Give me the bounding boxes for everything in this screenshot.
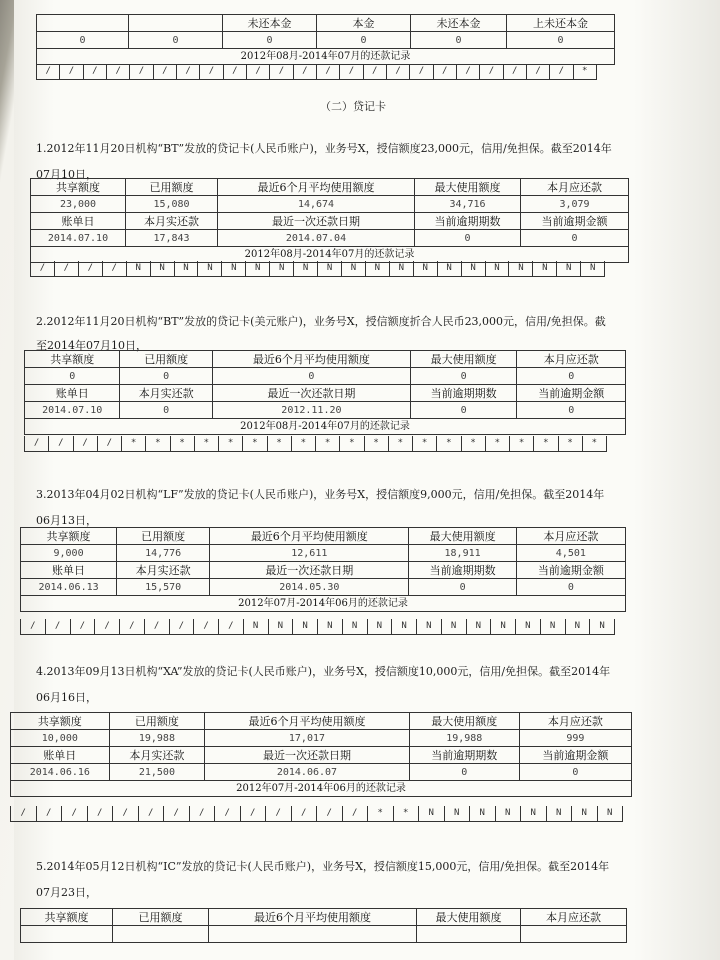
header-cell: 本月应还款 — [516, 528, 625, 545]
repayment-code: N — [318, 261, 342, 276]
value-cell: 2014.06.07 — [205, 764, 410, 781]
header-cell: 当前逾期金额 — [516, 562, 625, 579]
value-cell: 0 — [415, 230, 521, 247]
card5-summary-table — [20, 908, 627, 943]
repayment-code: / — [88, 806, 114, 821]
repayment-code: N — [127, 261, 151, 276]
value-cell: 2014.06.16 — [11, 764, 110, 781]
repayment-code: * — [171, 436, 195, 451]
header-cell: 已用额度 — [120, 351, 212, 368]
repayment-code: / — [71, 619, 96, 634]
value-row-2 — [21, 579, 626, 596]
header-cell: 最大使用额度 — [415, 179, 521, 196]
value-cell: 14,776 — [117, 545, 210, 562]
repayment-codes — [20, 619, 615, 635]
repayment-code: N — [414, 261, 438, 276]
repayment-code: / — [340, 64, 363, 79]
repayment-code: N — [270, 261, 294, 276]
repayment-code: / — [62, 806, 88, 821]
header-cell: 本月实还款 — [109, 747, 205, 764]
repayment-code: / — [120, 619, 145, 634]
repayment-code: N — [462, 261, 486, 276]
repayment-code: N — [521, 806, 547, 821]
card5-header-cell: 最大使用额度 — [417, 909, 521, 926]
repayment-code: / — [317, 806, 343, 821]
repayment-code: * — [316, 436, 340, 451]
header-cell: 最近一次还款日期 — [210, 562, 409, 579]
repayment-code: N — [318, 619, 343, 634]
header-cell: 共享额度 — [11, 713, 110, 730]
value-cell: 0 — [516, 579, 625, 596]
header-cell: 本月实还款 — [120, 385, 212, 402]
repayment-code: N — [470, 806, 496, 821]
repayment-code: / — [550, 64, 573, 79]
repayment-code: / — [527, 64, 550, 79]
repayment-code: * — [559, 436, 583, 451]
repayment-codes — [10, 806, 623, 822]
repayment-code: * — [243, 436, 267, 451]
card5-header-cell: 最近6个月平均使用额度 — [209, 909, 417, 926]
repayment-code: N — [572, 806, 598, 821]
repayment-code: * — [389, 436, 413, 451]
header-cell: 最大使用额度 — [409, 528, 516, 545]
repayment-code: / — [25, 436, 49, 451]
value-cell: 19,988 — [109, 730, 205, 747]
header-cell: 本月应还款 — [519, 713, 631, 730]
repayment-code: * — [219, 436, 243, 451]
header-cell: 最大使用额度 — [409, 713, 519, 730]
value-cell: 0 — [517, 368, 626, 385]
repayment-code: / — [46, 619, 71, 634]
repayment-code: / — [480, 64, 503, 79]
header-cell: 账单日 — [21, 562, 117, 579]
top-header-cell: 未还本金 — [223, 15, 317, 32]
value-row-2 — [11, 764, 632, 781]
repayment-code: / — [98, 436, 122, 451]
top-value-cell: 0 — [37, 32, 129, 49]
header-cell: 账单日 — [31, 213, 126, 230]
value-cell: 15,080 — [126, 196, 218, 213]
top-header-row — [37, 15, 615, 32]
header-cell: 当前逾期金额 — [519, 747, 631, 764]
repayment-code: / — [364, 64, 387, 79]
header-cell: 已用额度 — [109, 713, 205, 730]
repayment-code: / — [504, 64, 527, 79]
header-cell: 最近一次还款日期 — [212, 385, 410, 402]
card-description-line2: 06月16日， — [36, 691, 97, 704]
repayment-code: N — [222, 261, 246, 276]
repayment-code: * — [268, 436, 292, 451]
card-description-line2: 06月13日， — [36, 514, 97, 527]
repayment-code: N — [366, 261, 390, 276]
card-summary-table — [24, 350, 626, 435]
value-row-1 — [25, 368, 626, 385]
repayment-code: / — [55, 261, 79, 276]
section-title: （二）贷记卡 — [320, 100, 386, 113]
value-cell: 23,000 — [31, 196, 126, 213]
value-cell: 0 — [25, 368, 120, 385]
value-cell: 0 — [409, 764, 519, 781]
value-cell: 0 — [409, 579, 516, 596]
value-cell: 9,000 — [21, 545, 117, 562]
repayment-code: N — [175, 261, 199, 276]
value-cell: 18,911 — [409, 545, 516, 562]
card-description-line2: 07月10日， — [36, 168, 97, 181]
repayment-code: / — [154, 64, 177, 79]
repayment-code: / — [224, 64, 247, 79]
repayment-code: / — [266, 806, 292, 821]
header-cell: 最近6个月平均使用额度 — [212, 351, 410, 368]
header-row-2 — [31, 213, 629, 230]
repayment-code: N — [516, 619, 541, 634]
card5-description-line1: 5.2014年05月12日机构“IC”发放的贷记卡(人民币账户)，业务号X，授信额度15,000元，信用/免担保。截至2014年 — [36, 860, 610, 873]
value-cell: 2012.11.20 — [212, 402, 410, 419]
repayment-code: / — [317, 64, 340, 79]
top-header-cell: 未还本金 — [411, 15, 507, 32]
repayment-code: / — [11, 806, 37, 821]
card-summary-table — [10, 712, 632, 797]
repayment-code: / — [37, 806, 63, 821]
header-row-1 — [21, 528, 626, 545]
value-cell: 15,570 — [117, 579, 210, 596]
card5-header-row — [21, 909, 627, 926]
card-summary-table — [20, 527, 626, 612]
repayment-code: N — [547, 806, 573, 821]
repayment-code: / — [60, 64, 83, 79]
repayment-code: * — [510, 436, 534, 451]
repayment-code: N — [294, 261, 318, 276]
repayment-code: / — [113, 806, 139, 821]
value-cell: 19,988 — [409, 730, 519, 747]
card-description-line1: 1.2012年11月20日机构“BT”发放的贷记卡(人民币账户)，业务号X，授信额度23,000元，信用/免担保。截至2014年 — [36, 142, 612, 155]
record-title-row — [11, 781, 632, 797]
header-cell: 最大使用额度 — [410, 351, 517, 368]
repayment-code: N — [151, 261, 175, 276]
record-title-row — [25, 419, 626, 435]
repayment-code: N — [509, 261, 533, 276]
repayment-code: / — [95, 619, 120, 634]
repayment-code: / — [170, 619, 195, 634]
repayment-code: / — [292, 806, 318, 821]
value-row-2 — [25, 402, 626, 419]
value-cell: 2014.07.10 — [31, 230, 126, 247]
repayment-code: N — [244, 619, 269, 634]
repayment-code: / — [215, 806, 241, 821]
top-repayment-codes — [36, 64, 597, 80]
header-cell: 最近一次还款日期 — [218, 213, 415, 230]
repayment-code: / — [107, 64, 130, 79]
repayment-code: / — [130, 64, 153, 79]
header-cell: 最近一次还款日期 — [205, 747, 410, 764]
value-cell: 0 — [120, 402, 212, 419]
top-value-row — [37, 32, 615, 49]
header-cell: 共享额度 — [21, 528, 117, 545]
header-cell: 当前逾期金额 — [517, 385, 626, 402]
repayment-code: / — [241, 806, 267, 821]
repayment-record-title: 2012年07月-2014年06月的还款记录 — [11, 781, 632, 797]
repayment-code: / — [294, 64, 317, 79]
top-value-cell: 0 — [223, 32, 317, 49]
repayment-code: / — [343, 806, 369, 821]
repayment-record-title: 2012年08月-2014年07月的还款记录 — [25, 419, 626, 435]
header-cell: 当前逾期期数 — [415, 213, 521, 230]
repayment-code: * — [365, 436, 389, 451]
repayment-code: N — [445, 806, 471, 821]
value-cell: 999 — [519, 730, 631, 747]
card-description-line1: 4.2013年09月13日机构“XA”发放的贷记卡(人民币账户)，业务号X，授信额度10,000元，信用/免担保。截至2014年 — [36, 665, 611, 678]
repayment-code: * — [195, 436, 219, 451]
repayment-code: / — [194, 619, 219, 634]
header-row-1 — [31, 179, 629, 196]
card5-header-cell: 共享额度 — [21, 909, 113, 926]
repayment-code: / — [31, 261, 55, 276]
repayment-code: / — [247, 64, 270, 79]
repayment-code: N — [293, 619, 318, 634]
top-value-cell: 0 — [507, 32, 615, 49]
repayment-code: * — [437, 436, 461, 451]
value-cell: 17,017 — [205, 730, 410, 747]
header-cell: 本月实还款 — [126, 213, 218, 230]
value-cell: 3,079 — [521, 196, 629, 213]
value-row-1 — [21, 545, 626, 562]
repayment-code: / — [387, 64, 410, 79]
repayment-code: N — [541, 619, 566, 634]
header-cell: 当前逾期期数 — [410, 385, 517, 402]
header-cell: 共享额度 — [25, 351, 120, 368]
card5-description-line2: 07月23日， — [36, 886, 97, 899]
repayment-code: N — [491, 619, 516, 634]
repayment-code: N — [467, 619, 492, 634]
repayment-record-title: 2012年08月-2014年07月的还款记录 — [31, 247, 629, 263]
value-cell: 0 — [410, 368, 517, 385]
top-header-cell — [37, 15, 129, 32]
repayment-code: / — [145, 619, 170, 634]
repayment-code: N — [419, 806, 445, 821]
header-row-2 — [25, 385, 626, 402]
value-cell: 0 — [521, 230, 629, 247]
value-cell: 0 — [517, 402, 626, 419]
repayment-code: * — [340, 436, 364, 451]
repayment-record-title: 2012年07月-2014年06月的还款记录 — [21, 596, 626, 612]
repayment-code: * — [534, 436, 558, 451]
header-cell: 本月应还款 — [521, 179, 629, 196]
repayment-code: N — [246, 261, 270, 276]
value-cell: 12,611 — [210, 545, 409, 562]
header-row-2 — [21, 562, 626, 579]
value-cell: 2014.07.10 — [25, 402, 120, 419]
header-row-1 — [11, 713, 632, 730]
top-header-cell: 本金 — [317, 15, 411, 32]
repayment-code: * — [574, 64, 597, 79]
value-row-1 — [31, 196, 629, 213]
value-cell: 0 — [120, 368, 212, 385]
repayment-code: / — [190, 806, 216, 821]
repayment-code: N — [581, 261, 605, 276]
repayment-code: / — [74, 436, 98, 451]
repayment-code: N — [392, 619, 417, 634]
header-cell: 本月应还款 — [517, 351, 626, 368]
repayment-code: N — [368, 619, 393, 634]
repayment-code: * — [122, 436, 146, 451]
repayment-code: N — [557, 261, 581, 276]
header-row-1 — [25, 351, 626, 368]
repayment-code: / — [21, 619, 46, 634]
record-title-row — [21, 596, 626, 612]
value-row-2 — [31, 230, 629, 247]
repayment-code: / — [270, 64, 293, 79]
repayment-code: / — [103, 261, 127, 276]
repayment-code: / — [37, 64, 60, 79]
repayment-code: / — [79, 261, 103, 276]
card5-header-cell: 本月应还款 — [521, 909, 627, 926]
value-cell: 0 — [410, 402, 517, 419]
header-cell: 已用额度 — [117, 528, 210, 545]
repayment-code: / — [49, 436, 73, 451]
repayment-code: * — [146, 436, 170, 451]
repayment-code: N — [590, 619, 615, 634]
value-row-1 — [11, 730, 632, 747]
top-header-cell — [129, 15, 223, 32]
repayment-code: N — [598, 806, 624, 821]
repayment-codes — [24, 436, 607, 452]
header-cell: 账单日 — [11, 747, 110, 764]
repayment-code: N — [496, 806, 522, 821]
header-row-2 — [11, 747, 632, 764]
header-cell: 当前逾期期数 — [409, 562, 516, 579]
repayment-code: * — [413, 436, 437, 451]
value-cell: 2014.05.30 — [210, 579, 409, 596]
value-cell: 17,843 — [126, 230, 218, 247]
repayment-code: / — [410, 64, 433, 79]
card-summary-table — [30, 178, 629, 263]
top-header-cell: 上未还本金 — [507, 15, 615, 32]
repayment-code: N — [533, 261, 557, 276]
header-cell: 最近6个月平均使用额度 — [210, 528, 409, 545]
repayment-code: * — [462, 436, 486, 451]
repayment-code: N — [438, 261, 462, 276]
card5-header-cell: 已用额度 — [113, 909, 209, 926]
top-value-cell: 0 — [129, 32, 223, 49]
header-cell: 当前逾期期数 — [409, 747, 519, 764]
repayment-code: * — [368, 806, 394, 821]
repayment-code: N — [442, 619, 467, 634]
repayment-code: N — [417, 619, 442, 634]
header-cell: 共享额度 — [31, 179, 126, 196]
header-cell: 已用额度 — [126, 179, 218, 196]
repayment-code: N — [342, 261, 366, 276]
repayment-code: * — [583, 436, 607, 451]
value-cell: 10,000 — [11, 730, 110, 747]
header-cell: 账单日 — [25, 385, 120, 402]
top-table — [36, 14, 615, 65]
repayment-code: / — [177, 64, 200, 79]
value-cell: 34,716 — [415, 196, 521, 213]
repayment-code: / — [434, 64, 457, 79]
card5-value-row — [21, 926, 627, 943]
value-cell: 2014.06.13 — [21, 579, 117, 596]
card-description-line2: 至2014年07月10日， — [36, 339, 147, 352]
repayment-code: N — [343, 619, 368, 634]
repayment-code: / — [457, 64, 480, 79]
header-cell: 最近6个月平均使用额度 — [218, 179, 415, 196]
repayment-record-title: 2012年08月-2014年07月的还款记录 — [37, 49, 615, 65]
header-cell: 本月实还款 — [117, 562, 210, 579]
repayment-code: N — [486, 261, 510, 276]
header-cell: 当前逾期金额 — [521, 213, 629, 230]
value-cell: 14,674 — [218, 196, 415, 213]
value-cell: 0 — [212, 368, 410, 385]
top-value-cell: 0 — [317, 32, 411, 49]
header-cell: 最近6个月平均使用额度 — [205, 713, 410, 730]
card-description-line1: 3.2013年04月02日机构“LF”发放的贷记卡(人民币账户)，业务号X，授信额度9,000元，信用/免担保。截至2014年 — [36, 488, 605, 501]
value-cell: 0 — [519, 764, 631, 781]
card-description-line1: 2.2012年11月20日机构“BT”发放的贷记卡(美元账户)，业务号X，授信额度折合人民币23,000元，信用/免担保。截 — [36, 315, 606, 328]
repayment-code: / — [200, 64, 223, 79]
repayment-code: * — [394, 806, 420, 821]
repayment-code: N — [269, 619, 294, 634]
repayment-code: / — [139, 806, 165, 821]
repayment-code: * — [292, 436, 316, 451]
repayment-code: N — [566, 619, 591, 634]
top-value-cell: 0 — [411, 32, 507, 49]
repayment-code: / — [164, 806, 190, 821]
value-cell: 21,500 — [109, 764, 205, 781]
repayment-code: N — [198, 261, 222, 276]
repayment-code: / — [219, 619, 244, 634]
repayment-codes — [30, 261, 605, 277]
repayment-code: * — [486, 436, 510, 451]
repayment-code: / — [84, 64, 107, 79]
value-cell: 2014.07.04 — [218, 230, 415, 247]
repayment-code: N — [390, 261, 414, 276]
value-cell: 4,501 — [516, 545, 625, 562]
